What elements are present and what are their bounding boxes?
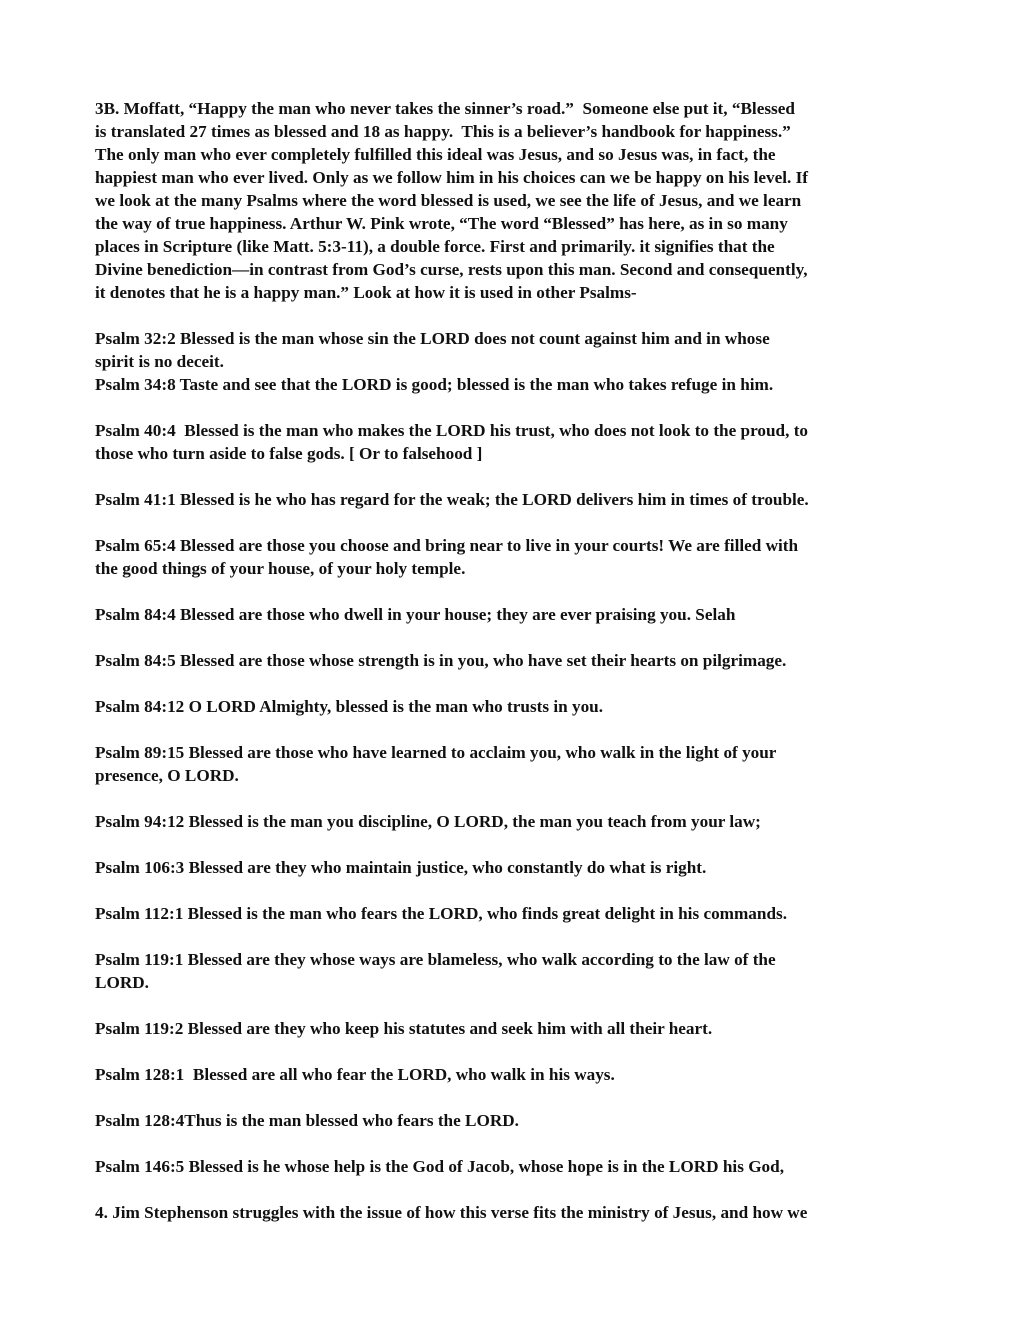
paragraph-gap bbox=[95, 787, 940, 810]
text-line: presence, O LORD. bbox=[95, 766, 239, 785]
text-line: it denotes that he is a happy man.” Look at how it is used in other Psalms- bbox=[95, 283, 637, 302]
document-page bbox=[95, 97, 940, 1224]
psalm-40-4-paragraph bbox=[95, 419, 940, 465]
paragraph-gap bbox=[95, 304, 940, 327]
text-line: Psalm 89:15 Blessed are those who have learned to acclaim you, who walk in the light of your bbox=[95, 743, 777, 762]
text-line: those who turn aside to false gods. [ Or to falsehood ] bbox=[95, 444, 483, 463]
paragraph-gap bbox=[95, 396, 940, 419]
psalm-84-12-paragraph bbox=[95, 695, 940, 718]
text-line: Psalm 146:5 Blessed is he whose help is the God of Jacob, whose hope is in the LORD his God, bbox=[95, 1157, 785, 1176]
paragraph-gap bbox=[95, 1178, 940, 1201]
paragraph-gap bbox=[95, 672, 940, 695]
text-line: Psalm 119:1 Blessed are they whose ways are blameless, who walk according to the law of the bbox=[95, 950, 776, 969]
psalm-128-4-paragraph bbox=[95, 1109, 940, 1132]
text-line: the good things of your house, of your holy temple. bbox=[95, 559, 466, 578]
paragraph-gap bbox=[95, 465, 940, 488]
paragraph-gap bbox=[95, 626, 940, 649]
text-line: The only man who ever completely fulfilled this ideal was Jesus, and so Jesus was, in fact, the bbox=[95, 145, 776, 164]
text-line: Psalm 128:1 Blessed are all who fear the LORD, who walk in his ways. bbox=[95, 1065, 615, 1084]
psalm-84-4-paragraph bbox=[95, 603, 940, 626]
text-line: Psalm 32:2 Blessed is the man whose sin the LORD does not count against him and in whose bbox=[95, 329, 770, 348]
text-line: 3B. Moffatt, “Happy the man who never takes the sinner’s road.” Someone else put it, “Blessed bbox=[95, 99, 795, 118]
psalm-65-4-paragraph bbox=[95, 534, 940, 580]
paragraph-gap bbox=[95, 511, 940, 534]
text-line: Psalm 84:12 O LORD Almighty, blessed is the man who trusts in you. bbox=[95, 697, 604, 716]
psalm-119-2-paragraph bbox=[95, 1017, 940, 1040]
psalm-128-1-paragraph bbox=[95, 1063, 940, 1086]
text-line: Psalm 112:1 Blessed is the man who fears the LORD, who finds great delight in his commands. bbox=[95, 904, 787, 923]
text-line: happiest man who ever lived. Only as we follow him in his choices can we be happy on his level. If bbox=[95, 168, 809, 187]
psalm-94-12-paragraph bbox=[95, 810, 940, 833]
text-line: Psalm 94:12 Blessed is the man you discipline, O LORD, the man you teach from your law; bbox=[95, 812, 761, 831]
text-line: Psalm 41:1 Blessed is he who has regard for the weak; the LORD delivers him in times of trouble. bbox=[95, 490, 809, 509]
paragraph-gap bbox=[95, 833, 940, 856]
text-line: we look at the many Psalms where the word blessed is used, we see the life of Jesus, and we learn bbox=[95, 191, 802, 210]
paragraph-gap bbox=[95, 718, 940, 741]
text-line: the way of true happiness. Arthur W. Pink wrote, “The word “Blessed” has here, as in so many bbox=[95, 214, 788, 233]
psalm-32-2-paragraph bbox=[95, 327, 940, 373]
text-line: places in Scripture (like Matt. 5:3-11), a double force. First and primarily. it signifies that the bbox=[95, 237, 775, 256]
psalm-34-8-paragraph bbox=[95, 373, 940, 396]
text-line: spirit is no deceit. bbox=[95, 352, 224, 371]
psalm-106-3-paragraph bbox=[95, 856, 940, 879]
text-line: Psalm 106:3 Blessed are they who maintain justice, who constantly do what is right. bbox=[95, 858, 707, 877]
paragraph-gap bbox=[95, 1132, 940, 1155]
paragraph-gap bbox=[95, 994, 940, 1017]
psalm-119-1-paragraph bbox=[95, 948, 940, 994]
text-line: Psalm 65:4 Blessed are those you choose and bring near to live in your courts! We are filled with bbox=[95, 536, 799, 555]
text-line: Psalm 128:4Thus is the man blessed who fears the LORD. bbox=[95, 1111, 519, 1130]
psalm-146-5-paragraph bbox=[95, 1155, 940, 1178]
paragraph-gap bbox=[95, 1040, 940, 1063]
text-line: Psalm 119:2 Blessed are they who keep his statutes and seek him with all their heart. bbox=[95, 1019, 713, 1038]
text-line: LORD. bbox=[95, 973, 149, 992]
psalm-41-1-paragraph bbox=[95, 488, 940, 511]
text-line: Psalm 84:4 Blessed are those who dwell in your house; they are ever praising you. Selah bbox=[95, 605, 736, 624]
paragraph-gap bbox=[95, 1086, 940, 1109]
psalm-112-1-paragraph bbox=[95, 902, 940, 925]
text-line: is translated 27 times as blessed and 18 as happy. This is a believer’s handbook for happiness.” bbox=[95, 122, 791, 141]
text-line: Psalm 84:5 Blessed are those whose strength is in you, who have set their hearts on pilgrimage. bbox=[95, 651, 787, 670]
text-line: Divine benediction—in contrast from God’s curse, rests upon this man. Second and consequently, bbox=[95, 260, 808, 279]
psalm-84-5-paragraph bbox=[95, 649, 940, 672]
intro-paragraph bbox=[95, 97, 940, 304]
paragraph-gap bbox=[95, 879, 940, 902]
psalm-89-15-paragraph bbox=[95, 741, 940, 787]
text-line: Psalm 40:4 Blessed is the man who makes the LORD his trust, who does not look to the proud, to bbox=[95, 421, 809, 440]
text-line: Psalm 34:8 Taste and see that the LORD is good; blessed is the man who takes refuge in him. bbox=[95, 375, 774, 394]
paragraph-gap bbox=[95, 925, 940, 948]
text-line: 4. Jim Stephenson struggles with the issue of how this verse fits the ministry of Jesus, and how we bbox=[95, 1203, 808, 1222]
point-4-paragraph bbox=[95, 1201, 940, 1224]
paragraph-gap bbox=[95, 580, 940, 603]
